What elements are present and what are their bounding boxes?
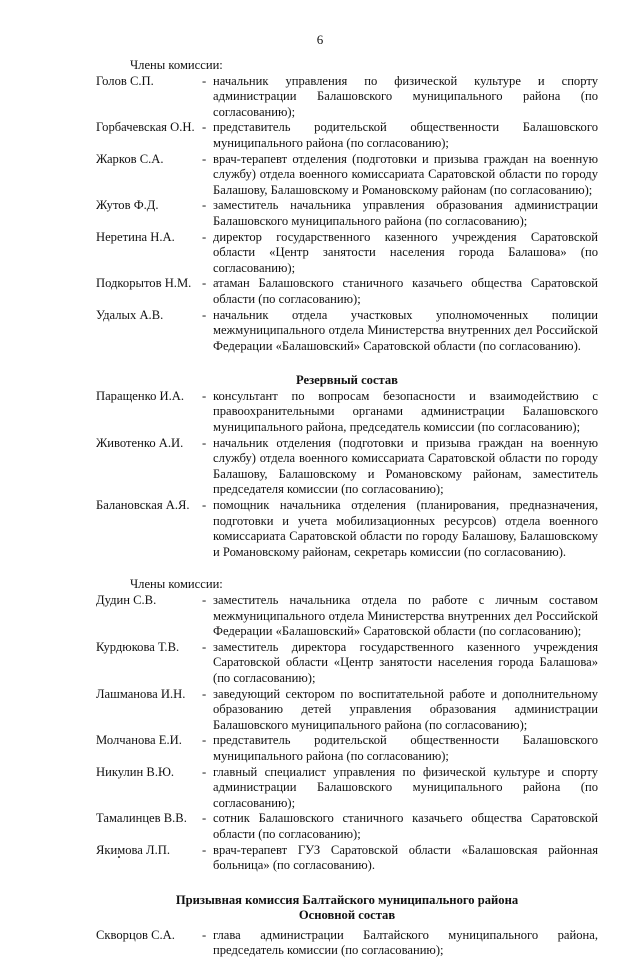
member-role: представитель родительской общественности Балашовского муниципального района (по согласованию); bbox=[213, 733, 598, 763]
page-number: 6 bbox=[316, 32, 324, 47]
members-list bbox=[96, 74, 598, 355]
member-entry: Неретина Н.А. - директор государственного казенного учреждения Саратовской области «Центр занятости населения города Балашова» (по согласованию); bbox=[96, 229, 598, 275]
member-name: Дудин С.В. bbox=[96, 593, 157, 607]
members-label: Члены комиссии: bbox=[130, 577, 223, 592]
member-entry: Никулин В.Ю. - главный специалист управления по физической культуре и спорту администрации Балашовского муниципального района (по согласованию); bbox=[96, 764, 598, 810]
member-name: Паращенко И.А. bbox=[96, 388, 185, 403]
member-name: Животенко А.И. bbox=[96, 435, 184, 450]
member-role: главный специалист управления по физической культуре и спорту администрации Балашовского муниципального района (по согласованию); bbox=[213, 764, 598, 810]
member-role: сотник Балашовского станичного казачьего общества Саратовской области (по согласованию); bbox=[213, 811, 598, 841]
member-name: Молчанова Е.И. bbox=[96, 733, 182, 748]
member-name: Якимова Л.П. bbox=[96, 842, 170, 857]
member-entry: Горбачевская О.Н. - представитель родительской общественности Балашовского муниципального района (по согласованию); bbox=[96, 120, 598, 150]
member-entry: Животенко А.И. - начальник отделения (подготовки и призыва граждан на военную службу) отдела военного комиссариата Саратовской области по городу Балашову, Балашовскому и Романовскому районам, заместитель председателя комиссии (по согласованию); bbox=[96, 435, 598, 497]
member-role: начальник отделения (подготовки и призыва граждан на военную службу) отдела военного комиссариата Саратовской области по городу Балашову, Балашовскому и Романовскому районам, заместитель председателя комиссии (по согласованию); bbox=[213, 435, 598, 497]
section-heading-reserve: Резервный состав bbox=[296, 373, 398, 388]
member-role: заместитель начальника управления образования администрации Балашовского муниципального района (по согласованию); bbox=[213, 198, 598, 228]
member-entry: Скворцов С.А. - глава администрации Балтайского муниципального района, председатель комиссии (по согласованию); bbox=[96, 927, 598, 958]
member-role: помощник начальника отделения (планирования, предназначения, подготовки и учета мобилизационных ресурсов) отдела военного комиссариата Саратовской области по городу Балашову, Балашовскому и Романовскому районам, секретарь комиссии (по согласованию). bbox=[213, 498, 598, 559]
member-role: начальник управления по физической культуре и спорту администрации Балашовского муниципального района (по согласованию); bbox=[213, 73, 598, 119]
member-name: Удалых А.В. bbox=[96, 307, 164, 322]
member-entry: Удалых А.В. - начальник отдела участковых уполномоченных полиции межмуниципального отдела Министерства внутренних дел Российской Федерации «Балашовский» Саратовской области (по согласованию). bbox=[96, 307, 598, 353]
member-name: Неретина Н.А. bbox=[96, 229, 175, 244]
member-role: атаман Балашовского станичного казачьего общества Саратовской области (по согласованию); bbox=[213, 276, 598, 306]
member-role: консультант по вопросам безопасности и взаимодействию с правоохранительными органами администрации Балашовского муниципального района, председатель комиссии (по согласованию); bbox=[213, 388, 598, 435]
member-entry: Жутов Ф.Д. - заместитель начальника управления образования администрации Балашовского муниципального района (по согласованию); bbox=[96, 198, 598, 228]
member-name: Горбачевская О.Н. bbox=[96, 120, 195, 135]
member-role: начальник отдела участковых уполномоченных полиции межмуниципального отдела Министерства внутренних дел Российской Федерации «Балашовский» Саратовской области (по согласованию). bbox=[213, 307, 598, 353]
document-body bbox=[96, 58, 598, 959]
member-role: врач-терапевт ГУЗ Саратовской области «Балашовская районная больница» (по согласованию). bbox=[213, 842, 598, 873]
member-role: заведующий сектором по воспитательной работе и дополнительному образованию детей управления образования администрации Балашовского муниципального района (по согласованию); bbox=[213, 686, 598, 732]
member-entry: Курдюкова Т.В. - заместитель директора государственного казенного учреждения Саратовской области «Центр занятости населения города Балашова» (по согласованию); bbox=[96, 639, 598, 685]
member-name: Балановская А.Я. bbox=[96, 498, 190, 513]
member-role: врач-терапевт отделения (подготовки и призыва граждан на военную службу) отдела военного комиссариата Саратовской области по городу Балашову, Балашовскому и Романовскому районам (по согласованию); bbox=[213, 151, 598, 197]
members-label: Члены комиссии: bbox=[130, 58, 223, 72]
member-name: Тамалинцев В.В. bbox=[96, 811, 187, 826]
member-role: заместитель директора государственного казенного учреждения Саратовской области «Центр занятости населения города Балашова» (по согласованию); bbox=[213, 639, 598, 685]
member-name: Жарков С.А. bbox=[96, 151, 164, 166]
member-entry: Молчанова Е.И. - представитель родительской общественности Балашовского муниципального района (по согласованию); bbox=[96, 733, 598, 763]
reserve-list bbox=[96, 389, 598, 561]
baltay-list bbox=[96, 928, 598, 959]
member-name: Жутов Ф.Д. bbox=[96, 198, 159, 213]
member-entry: Лашманова И.Н. - заведующий сектором по воспитательной работе и дополнительному образованию детей управления образования администрации Балашовского муниципального района (по согласованию); bbox=[96, 686, 598, 732]
member-role: заместитель начальника отдела по работе с личным составом межмуниципального отдела Министерства внутренних дел Российской Федерации «Балашовский» Саратовской области (по согласованию); bbox=[213, 593, 598, 639]
member-role: представитель родительской общественности Балашовского муниципального района (по согласованию); bbox=[213, 120, 598, 150]
member-entry: Паращенко И.А. - консультант по вопросам безопасности и взаимодействию с правоохранительными органами администрации Балашовского муниципального района, председатель комиссии (по согласованию); bbox=[96, 388, 598, 435]
member-entry: Якимова Л.П. - врач-терапевт ГУЗ Саратовской области «Балашовская районная больница» (по согласованию). bbox=[96, 842, 598, 873]
member-role: директор государственного казенного учреждения Саратовской области «Центр занятости населения города Балашова» (по согласованию); bbox=[213, 229, 598, 275]
member-entry: Голов С.П. - начальник управления по физической культуре и спорту администрации Балашовского муниципального района (по согласованию); bbox=[96, 73, 598, 119]
member-role: глава администрации Балтайского муниципального района, председатель комиссии (по согласованию); bbox=[213, 927, 598, 958]
member-name: Голов С.П. bbox=[96, 73, 154, 88]
members-list bbox=[96, 593, 598, 874]
member-name: Скворцов С.А. bbox=[96, 927, 175, 942]
member-name: Лашманова И.Н. bbox=[96, 686, 186, 701]
member-entry: Жарков С.А. - врач-терапевт отделения (подготовки и призыва граждан на военную службу) отдела военного комиссариата Саратовской области по городу Балашову, Балашовскому и Романовскому районам (по согласованию); bbox=[96, 151, 598, 197]
scan-mark bbox=[118, 856, 120, 858]
member-entry: Дудин С.В. - заместитель начальника отдела по работе с личным составом межмуниципального отдела Министерства внутренних дел Российской Федерации «Балашовский» Саратовской области (по согласованию); bbox=[96, 593, 598, 639]
member-name: Подкорытов Н.М. bbox=[96, 276, 192, 291]
member-name: Курдюкова Т.В. bbox=[96, 639, 180, 654]
member-entry: Тамалинцев В.В. - сотник Балашовского станичного казачьего общества Саратовской области (по согласованию); bbox=[96, 811, 598, 841]
section-subheading-main: Основной состав bbox=[298, 908, 396, 923]
section-heading-baltay: Призывная комиссия Балтайского муниципального района bbox=[175, 892, 519, 907]
member-entry: Балановская А.Я. - помощник начальника отделения (планирования, предназначения, подготовки и учета мобилизационных ресурсов) отдела военного комиссариата Саратовской области по городу Балашову, Балашовскому и Романовскому районам, секретарь комиссии (по согласованию). bbox=[96, 498, 598, 559]
member-entry: Подкорытов Н.М. - атаман Балашовского станичного казачьего общества Саратовской области (по согласованию); bbox=[96, 276, 598, 306]
member-name: Никулин В.Ю. bbox=[96, 764, 175, 779]
